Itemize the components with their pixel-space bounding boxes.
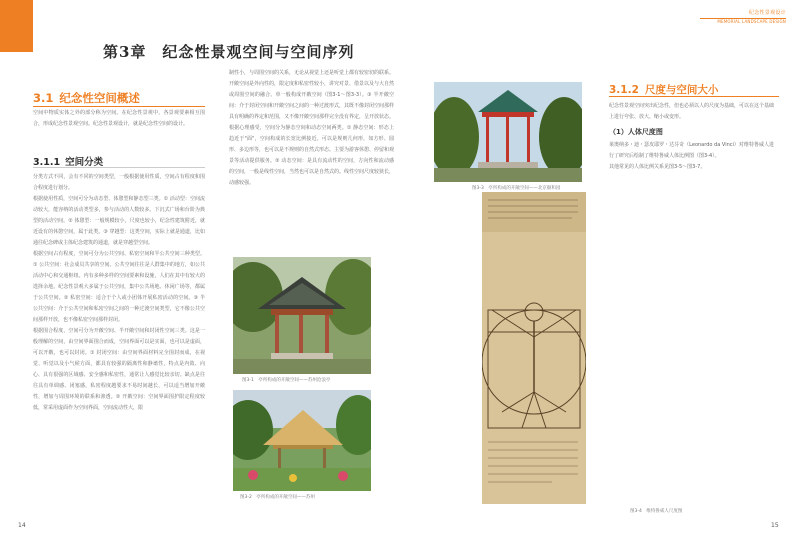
page-number-right: 15 — [771, 522, 779, 529]
right-section-rule — [609, 96, 779, 97]
paragraph-3: 根据空间占有程度，空间可分为公共空间、私密空间和半公共空间三种类型。① 公共空间：社会成员共享的空间。公共空间往往是人群集中的地方，如公共活动中心和交通枢纽。内有多种多样的空间要素和设施，人们在其中有较大的选择余地。纪念性景观大多属于公共空间，集中公共场地、休闲广场等，都属于公共空间。② 私密空间：适合于个人或小团体开展私密活动的空间。③ 半公共空间：介于公共空间和私密空间之间的一种过渡空间类型，它不像公共空间那样开放，也不像私密空间那样封闭。 — [33, 251, 205, 323]
paragraph-7: 纪念性景观空间突出纪念性，但也必须以人的尺度为基础，可以在这个基础上进行夸张、放大、缩小或变形。 — [609, 103, 775, 120]
subsection-number: 3.1.1 — [33, 157, 61, 168]
figure-caption-4: 图3-4 维特鲁威人尺度图 — [630, 509, 683, 514]
paragraph-9: 其他常见的人体比例关系见图3-5～图3-7。 — [609, 164, 706, 170]
figure-caption-3: 图3-3 亭所构成的开敞空间——北京颐和园 — [472, 186, 561, 191]
page-number-left: 14 — [18, 522, 26, 529]
pavilion-photo-3 — [434, 82, 582, 182]
middle-column-text — [229, 68, 394, 189]
right-section-title: 尺度与空间大小 — [644, 84, 719, 96]
subsection-heading — [33, 154, 103, 168]
running-header-title: 纪念性景观设计 — [748, 10, 786, 16]
pavilion-photo-1 — [233, 257, 371, 374]
chapter-title: 第3章 纪念性景观空间与空间序列 — [103, 43, 355, 61]
subsection-title: 空间分类 — [65, 157, 104, 168]
paragraph-2: 根据使用性质，空间可分为动态型、体憩型和静态型三类。① 活动型：空间流动较大，能容纳的活动类型多，参与活动的人数较多。下沉式广场和台阶为典型的活动空间。② 体憩型：一般规模较小，尺度也较小，纪念性建筑附近，就近设有的休憩空间，属于此类。③ 穿越型：这类空间，实际上就是通道，比如通往纪念碑或主体纪念建筑的通道，就是穿越型空间。 — [33, 196, 205, 246]
body-paragraph — [33, 172, 205, 414]
paragraph-6: 根据心理感受，空间分为静态空间和动态空间两类。① 静态空间：形态上趋近于"面"，空间构成的长宽比例接近。可以是规则几何形，如方形、圆形、多边形等，也可以是不规则的自然式形态。主要为游客休憩、停留和观景等活动提供服务。② 动态空间：是具有流动性的空间，方向性和流动感的空间，一般是线性空间，当然也可以是自然式的。线性空间尺度较狭长，动感较强。 — [229, 125, 395, 186]
paragraph-4: 根据围合程度，空间可分为开敞空间、半开敞空间和封闭性空间三类。这是一般理解的空间，由空间界面围合而成，空间界面可以是实面，也可以是虚面，可以开敞，也可以封闭。① 封闭空间：由空间界面材料完全围封而成，在视觉、听觉以及小气候方面，都具有较强的隔离性和静谧性，特点是内敛、向心、具有很强的区域感、安全感和私密性，通常让人感觉比较亲切。缺点是往往具有单调感、闭塞感。私密程度越要求不易时间越长，可以适当增加开敞性，增加与周围环境的联系和渗透。② 开敞空间：空间界面围护限定程度较低，常采用虚面作为空间界面，空间流动性大，限 — [33, 328, 205, 411]
right-section-heading — [609, 82, 718, 97]
chapter-color-tab — [0, 0, 33, 52]
figure-caption-2: 图3-2 亭所构成的开敞空间——苏州 — [240, 495, 315, 500]
section-rule — [33, 106, 205, 107]
subsection-rule — [33, 167, 205, 168]
right-section-number: 3.1.2 — [609, 84, 639, 96]
figure-caption-1: 图3-1 亭所构成的开敞空间——苏州沧浪亭 — [242, 378, 331, 383]
section-number: 3.1 — [33, 91, 54, 105]
running-header-subtitle: MEMORIAL LANDSCAPE DESIGN — [717, 19, 786, 24]
section-heading — [33, 90, 140, 106]
paragraph-1: 分类方式不同，会有不同的空间类型，一般根据使用性质，空间占有程度和围合程度进行划分。 — [33, 174, 205, 191]
intro-paragraph: 空间中物质实体之外的部分称为空间。在纪念性景观中，各景观要素相互围合，形成纪念性景观空间。纪念性景观设计，就是纪念性空间的设计。 — [33, 110, 205, 127]
header-rule — [700, 18, 786, 19]
pavilion-photo-2 — [233, 390, 371, 491]
paragraph-5: 制性小，与周围空间的关系，无论从视觉上还是听觉上都有较密切的联系。开敞空间是外向性的，限定度和私密性较小，讲究对景、借景以及与大自然或周围空间的融合。单一般构成开敞空间（图3-1～图3-3）。③ 半开敞空间：介于封闭空间和开敞空间之间的一种过渡形式，其既不像封闭空间那样具有明确的界定和范围，又不像开敞空间那样完全没有界定，呈开放状态。 — [229, 70, 395, 120]
section-title: 纪念性空间概述 — [59, 91, 140, 105]
right-column-text — [609, 101, 774, 173]
body-size-subtitle: （1）人体尺度图 — [609, 128, 663, 136]
paragraph-8: 莱奥纳多・迪・瑟皮耶罗・达芬奇（Leonardo da Vinci）对维特鲁威人进行了研究后绘制了维特鲁威人体比例图（图3-4）。 — [609, 142, 774, 159]
vitruvian-man-drawing — [482, 192, 586, 504]
